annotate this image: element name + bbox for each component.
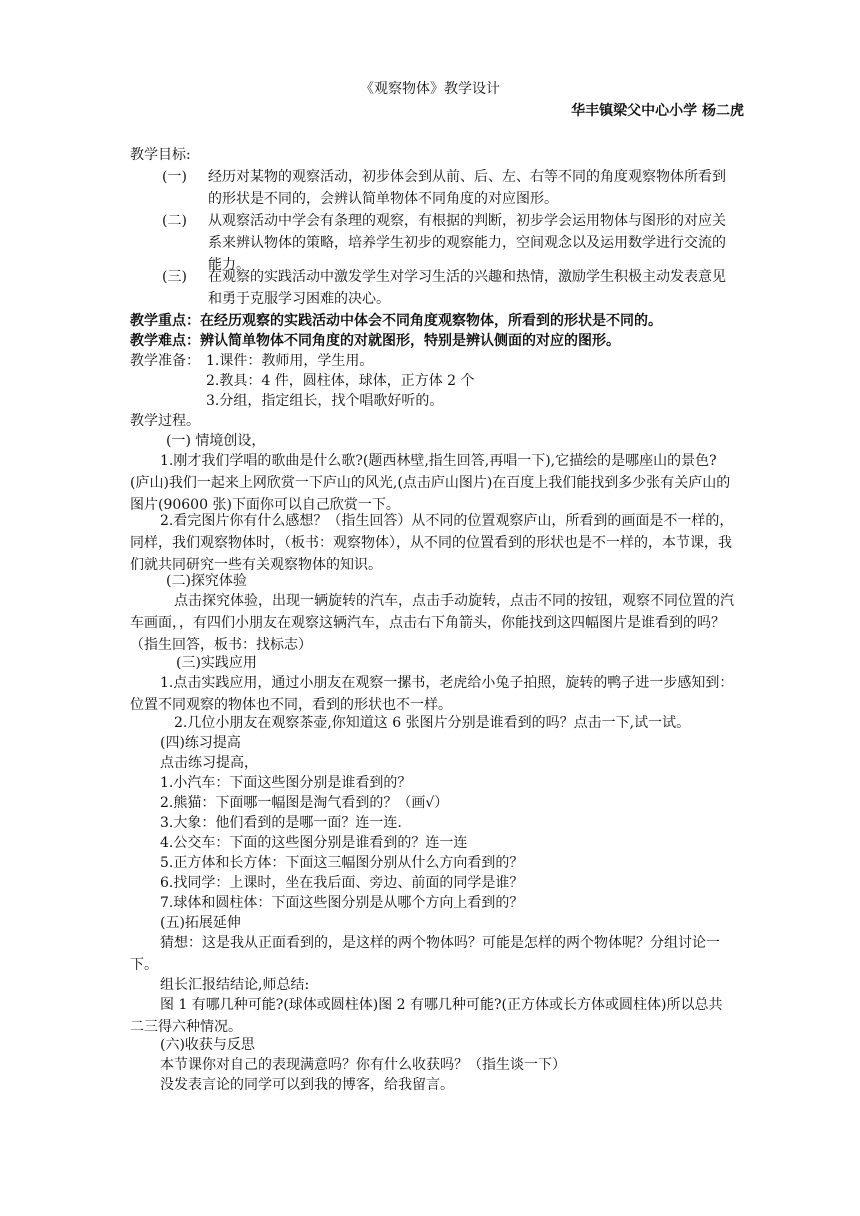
section-5-heading: (五)拓展延伸 <box>160 915 241 931</box>
goals-heading: 教学目标: <box>130 147 191 163</box>
goal-1-text: 经历对某物的观察活动，初步体会到从前、后、左、右等不同的角度观察物体所看到的形状是不同的，会辨认简单物体不同角度的对应图形。 <box>208 169 726 207</box>
key-point: 教学重点：在经历观察的实践活动中体会不同角度观察物体，所看到的形状是不同的。 <box>130 313 662 329</box>
section-1-paragraph-1: 1.刚才我们学唱的歌曲是什么歌?(题西林壁,指生回答,再唱一下),它描绘的是哪座山的景色?(庐山)我们一起来上网欣赏一下庐山的风光,(点击庐山图片)在百度上我们能找到多少张有关庐山的图片(90600 张)下面你可以自己欣赏一下。 <box>130 453 731 513</box>
prep-item-1: 1.课件：教师用，学生用。 <box>206 353 374 369</box>
exercise-item-4: 4.公交车：下面的这些图分别是谁看到的？连一连 <box>160 835 468 851</box>
process-heading: 教学过程。 <box>130 413 200 429</box>
section-1-paragraph-2: 2.看完图片你有什么感想？（指生回答）从不同的位置观察庐山，所看到的画面是不一样的，同样，我们观察物体时，（板书：观察物体），从不同的位置看到的形状也是不一样的，本节课，我们就共同研究一些有关观察物体的知识。 <box>130 513 734 573</box>
section-2-heading: (二)探究体验 <box>166 573 247 589</box>
exercise-item-5: 5.正方体和长方体：下面这三幅图分别从什么方向看到的？ <box>160 855 524 871</box>
difficulty: 教学难点：辨认简单物体不同角度的对就图形，特别是辨认侧面的对应的图形。 <box>130 333 620 349</box>
section-3-paragraph-1: 1.点击实践应用，通过小朋友在观察一摞书，老虎给小兔子拍照，旋转的鸭子进一步感知到：位置不同观察的物体也不同，看到的形状也不一样。 <box>130 675 734 713</box>
goal-2-number: (二) <box>162 213 187 229</box>
section-6-paragraph-2: 没发表言论的同学可以到我的博客，给我留言。 <box>160 1077 454 1093</box>
goal-1-number: (一) <box>162 169 187 185</box>
section-4-intro: 点击练习提高， <box>160 755 258 771</box>
exercise-item-2: 2.熊猫：下面哪一幅图是淘气看到的？（画√） <box>160 795 449 811</box>
section-1-heading: (一) 情境创设， <box>166 433 266 449</box>
section-5-paragraph-2: 组长汇报结结论,师总结: <box>160 977 310 993</box>
section-5-paragraph-3: 图 1 有哪几种可能?(球体或圆柱体)图 2 有哪几种可能?(正方体或长方体或圆柱体)所以总共二三得六种情况。 <box>130 997 723 1035</box>
exercise-item-3: 3.大象：他们看到的是哪一面？连一连. <box>160 815 402 831</box>
doc-title: 《观察物体》教学设计 <box>360 81 500 97</box>
section-4-heading: (四)练习提高 <box>160 735 241 751</box>
goal-2-text: 从观察活动中学会有条理的观察，有根据的判断，初步学会运用物体与图形的对应关系来辨认物体的策略，培养学生初步的观察能力，空间观念以及运用数学进行交流的能力。 <box>208 213 726 273</box>
prep-item-2: 2.教具：4 件，圆柱体，球体，正方体 2 个 <box>206 373 475 389</box>
exercise-item-1: 1.小汽车：下面这些图分别是谁看到的？ <box>160 775 412 791</box>
section-5-paragraph-1: 猜想：这是我从正面看到的，是这样的两个物体吗？可能是怎样的两个物体呢？分组讨论一下。 <box>130 935 720 973</box>
exercise-item-6: 6.找同学：上课时，坐在我后面、旁边、前面的同学是谁？ <box>160 875 524 891</box>
exercise-item-7: 7.球体和圆柱体：下面这些图分别是从哪个方向上看到的？ <box>160 895 524 911</box>
prep-label: 教学准备： <box>130 353 200 369</box>
section-6-heading: (六)收获与反思 <box>160 1037 255 1053</box>
section-3-paragraph-2: 2.几位小朋友在观察茶壶,你知道这 6 张图片分别是谁看到的吗？点击一下,试一试。 <box>174 715 691 731</box>
goal-3-number: (三) <box>162 269 187 285</box>
section-6-paragraph-1: 本节课你对自己的表现满意吗？你有什么收获吗？（指生谈一下） <box>160 1057 566 1073</box>
doc-author: 华丰镇梁父中心小学 杨二虎 <box>571 103 744 119</box>
section-3-heading: (三)实践应用 <box>176 655 257 671</box>
section-2-paragraph-1: 点击探究体验，出现一辆旋转的汽车，点击手动旋转，点击不同的按钮，观察不同位置的汽车画面，，有四们小朋友在观察这辆汽车，点击右下角箭头，你能找到这四幅图片是谁看到的吗？（指生回答，板书：找标志） <box>130 593 734 653</box>
prep-item-3: 3.分组，指定组长，找个唱歌好听的。 <box>206 393 444 409</box>
goal-3-text: 在观察的实践活动中激发学生对学习生活的兴趣和热情，激励学生积极主动发表意见和勇于克服学习困难的决心。 <box>208 269 726 307</box>
